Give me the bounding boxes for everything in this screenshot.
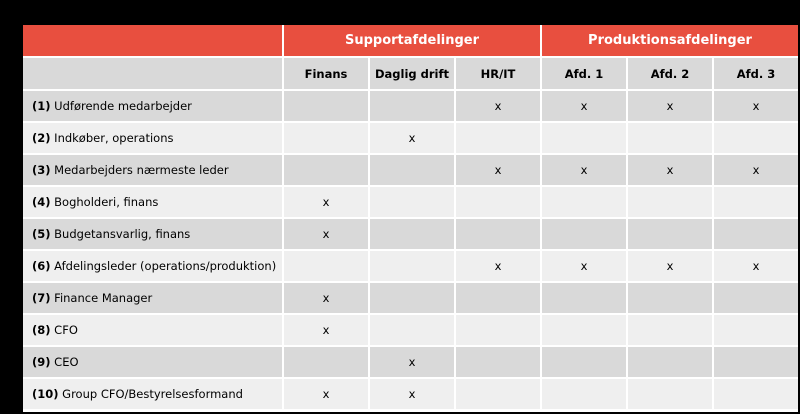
matrix-cell: x [456,91,542,123]
matrix-cell: x [284,315,370,347]
matrix-cell [714,123,798,155]
group-header-support: Supportafdelinger [284,25,542,58]
matrix-cell [542,347,628,379]
matrix-cell [370,155,456,187]
table-row [23,347,798,379]
matrix-cell [714,315,798,347]
row-number: (4) [32,195,51,209]
matrix-cell: x [542,251,628,283]
row-role-text: CFO [54,323,78,337]
column-header-role [23,58,284,91]
matrix-cell [456,379,542,411]
matrix-cell [284,123,370,155]
matrix-cell [284,347,370,379]
matrix-cell: x [284,187,370,219]
row-label [23,91,284,123]
column-header-afd-2: Afd. 2 [628,58,714,91]
matrix-cell [628,219,714,251]
row-number: (3) [32,163,51,177]
matrix-cell [628,123,714,155]
matrix-cell [370,219,456,251]
row-role-text: Group CFO/Bestyrelsesformand [62,387,243,401]
matrix-cell: x [542,91,628,123]
matrix-cell [628,315,714,347]
matrix-cell: x [714,91,798,123]
row-label [23,347,284,379]
row-label [23,187,284,219]
group-header-row [23,25,798,58]
group-header-production: Produktionsafdelinger [542,25,798,58]
row-number: (5) [32,227,51,241]
matrix-cell [370,283,456,315]
matrix-cell [456,347,542,379]
row-role-text: Medarbejders nærmeste leder [54,163,229,177]
matrix-cell [456,283,542,315]
matrix-cell: x [284,219,370,251]
matrix-cell [714,379,798,411]
matrix-cell: x [456,155,542,187]
column-header-row [23,58,798,91]
row-role-text: Afdelingsleder (operations/produktion) [54,259,277,273]
matrix-cell [714,283,798,315]
row-label [23,251,284,283]
table-row [23,283,798,315]
matrix-cell [542,219,628,251]
matrix-cell [370,187,456,219]
matrix-cell [456,187,542,219]
matrix-cell [714,187,798,219]
matrix-cell: x [370,379,456,411]
matrix-cell [542,187,628,219]
matrix-cell [284,155,370,187]
table-row [23,187,798,219]
matrix-cell [370,251,456,283]
table-row [23,379,798,411]
matrix-cell [456,123,542,155]
responsibility-matrix [23,25,798,412]
matrix-cell: x [456,251,542,283]
matrix-cell [628,283,714,315]
table-row [23,251,798,283]
row-label [23,315,284,347]
row-number: (8) [32,323,51,337]
row-number: (9) [32,355,51,369]
row-label [23,219,284,251]
row-role-text: Budgetansvarlig, finans [54,227,191,241]
table-row [23,91,798,123]
matrix-cell: x [370,123,456,155]
matrix-cell [370,315,456,347]
table-row [23,315,798,347]
matrix-cell: x [628,91,714,123]
row-role-text: Udførende medarbejder [54,99,192,113]
matrix-cell [370,91,456,123]
matrix-cell [628,347,714,379]
row-role-text: Indkøber, operations [54,131,174,145]
matrix-cell [284,251,370,283]
matrix-cell: x [542,155,628,187]
matrix-cell [456,219,542,251]
matrix-cell [542,379,628,411]
row-label [23,123,284,155]
matrix-cell: x [284,283,370,315]
row-role-text: Finance Manager [54,291,153,305]
matrix-cell: x [714,155,798,187]
column-header-finans: Finans [284,58,370,91]
row-number: (10) [32,387,59,401]
table-row [23,155,798,187]
column-header-afd-1: Afd. 1 [542,58,628,91]
matrix-cell [714,347,798,379]
row-role-text: CEO [54,355,79,369]
matrix-cell: x [370,347,456,379]
matrix-cell: x [714,251,798,283]
table-row [23,219,798,251]
matrix-cell [284,91,370,123]
matrix-cell [456,315,542,347]
row-label [23,155,284,187]
row-role-text: Bogholderi, finans [54,195,159,209]
matrix-cell [714,219,798,251]
row-number: (7) [32,291,51,305]
matrix-cell [542,315,628,347]
column-header-afd-3: Afd. 3 [714,58,798,91]
matrix-table [23,25,798,411]
row-label [23,379,284,411]
column-header-hr-it: HR/IT [456,58,542,91]
group-header-empty [23,25,284,58]
matrix-cell [628,187,714,219]
matrix-cell [628,379,714,411]
matrix-cell: x [628,155,714,187]
row-number: (1) [32,99,51,113]
table-row [23,123,798,155]
row-number: (2) [32,131,51,145]
matrix-cell: x [284,379,370,411]
row-label [23,283,284,315]
column-header-daglig-drift: Daglig drift [370,58,456,91]
matrix-cell: x [628,251,714,283]
matrix-cell [542,123,628,155]
matrix-cell [542,283,628,315]
row-number: (6) [32,259,51,273]
